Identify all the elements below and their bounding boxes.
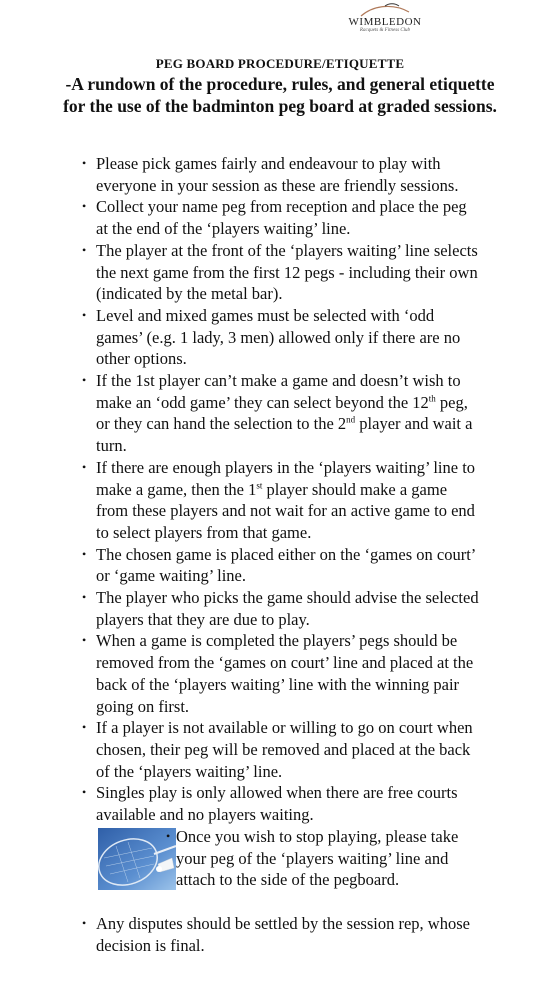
- rule-text: Collect your name peg from reception and place the peg at the end of the ‘players waiting’ line.: [96, 197, 467, 239]
- rule-text: If a player is not available or willing to go on court when chosen, their peg will be removed and placed at the back of the ‘players waiting’ line.: [96, 718, 473, 781]
- page-heading: PEG BOARD PROCEDURE/ETIQUETTE: [155, 56, 405, 71]
- rule-text: The player who picks the game should advise the selected players that they are due to play.: [96, 588, 479, 629]
- rule-item: [82, 630, 482, 717]
- bullet-icon: •: [82, 546, 87, 561]
- bullet-icon: •: [82, 785, 87, 800]
- rule-text-part: player should make a game from these players and not wait for an active game to end to select players from that game.: [96, 479, 475, 542]
- rule-text-part: If the 1st player can’t make a game and doesn’t wish to make an ‘odd game’ they can select beyond the 12: [96, 371, 461, 412]
- rule-item: [82, 913, 482, 956]
- rule-item: [82, 587, 482, 630]
- club-logo: [340, 2, 430, 44]
- rules-list: [82, 153, 482, 956]
- rule-item: [82, 717, 482, 782]
- rule-item: [82, 370, 482, 457]
- page-subheading: -A rundown of the procedure, rules, and general etiquette for the use of the badminton peg board at graded sessions.: [63, 74, 497, 116]
- rule-text: Once you wish to stop playing, please take your peg of the ‘players waiting’ line and attach to the side of the pegboard.: [176, 826, 459, 890]
- badminton-shuttlecock-image: [98, 828, 176, 890]
- rule-text-part: peg, or they can hand the selection to the 2: [96, 392, 468, 434]
- rule-text: Please pick games fairly and endeavour to play with everyone in your session as these are friendly sessions.: [96, 154, 459, 195]
- rule-text: Level and mixed games must be selected with ‘odd games’ (e.g. 1 lady, 3 men) allowed only if there are no other options.: [96, 305, 461, 369]
- bullet-icon: •: [82, 590, 87, 605]
- logo-subtitle: Racquets & Fitness Club: [359, 28, 411, 33]
- bullet-icon: •: [82, 307, 87, 322]
- rule-item: [82, 305, 482, 370]
- rule-item: [82, 544, 482, 587]
- bullet-icon: •: [82, 915, 87, 930]
- rule-text: Any disputes should be settled by the session rep, whose decision is final.: [96, 913, 470, 955]
- ordinal-suffix: nd: [346, 414, 356, 425]
- logo-name: WIMBLEDON: [348, 16, 422, 28]
- rule-text: The chosen game is placed either on the ‘games on court’ or ‘game waiting’ line.: [96, 544, 476, 586]
- rule-text-part: player and wait a turn.: [96, 414, 473, 456]
- bullet-icon: •: [82, 720, 87, 735]
- ordinal-suffix: th: [428, 393, 436, 404]
- bullet-icon: •: [82, 242, 87, 257]
- rule-item: [166, 826, 476, 891]
- ordinal-suffix: st: [256, 480, 263, 491]
- rule-text: When a game is completed the players’ pegs should be removed from the ‘games on court’ line and placed at the back of the ‘players waiting’ line with the winning pair going on first.: [96, 631, 474, 716]
- rule-item: [82, 196, 482, 239]
- rule-item: [82, 782, 482, 825]
- rule-item: [82, 457, 482, 544]
- bullet-icon: •: [82, 199, 87, 214]
- bullet-icon: •: [82, 373, 87, 388]
- rule-item: [82, 240, 482, 305]
- bullet-icon: •: [166, 828, 171, 843]
- rule-text: Singles play is only allowed when there are free courts available and no players waiting.: [96, 783, 458, 825]
- rule-text-part: If there are enough players in the ‘players waiting’ line to make a game, then the 1: [96, 457, 476, 499]
- bullet-icon: •: [82, 459, 87, 474]
- rule-item-with-image: [82, 826, 482, 913]
- bullet-icon: •: [82, 633, 87, 648]
- bullet-icon: •: [82, 156, 87, 170]
- rule-item: [82, 153, 482, 196]
- rule-text: The player at the front of the ‘players waiting’ line selects the next game from the first 12 pegs - including their own (indicated by the metal bar).: [96, 240, 478, 304]
